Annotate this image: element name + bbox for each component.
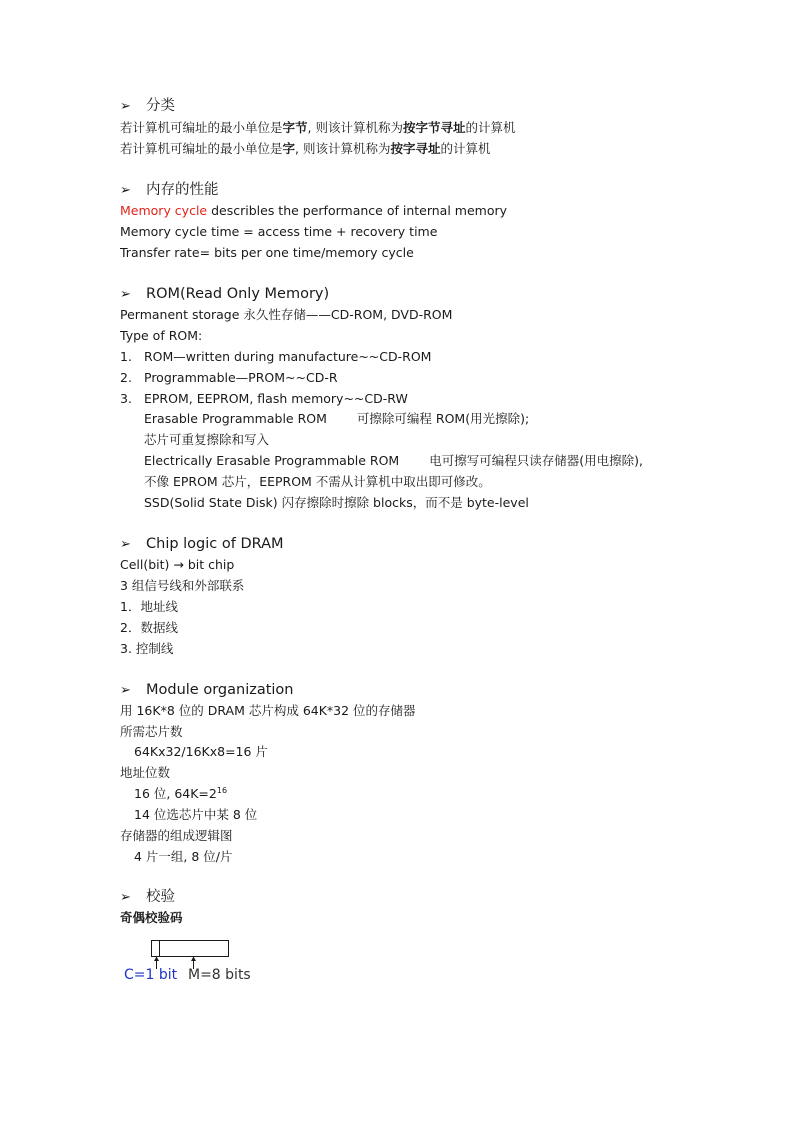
section-heading-module-organization: ➢ Module organization — [120, 680, 294, 701]
parity-code-subtitle: 奇偶校验码 — [120, 910, 183, 925]
paragraph-line: SSD(Solid State Disk) 闪存擦除时擦除 blocks，而不是 byte-level — [144, 495, 529, 510]
bullet-arrow-icon: ➢ — [120, 537, 131, 552]
paragraph-line: 芯片可重复擦除和写入 — [144, 432, 270, 447]
section-heading-chip-logic: ➢ Chip logic of DRAM — [120, 534, 284, 555]
arrow-head-icon — [154, 957, 159, 962]
list-item: 1．地址线 — [120, 599, 178, 614]
paragraph-line: 若计算机可编址的最小单位是字, 则该计算机称为按字寻址的计算机 — [120, 141, 491, 156]
paragraph-line: 14 位选芯片中某 8 位 — [134, 807, 258, 822]
section-heading-check: ➢ 校验 — [120, 887, 175, 908]
paragraph-line: 用 16K*8 位的 DRAM 芯片构成 64K*32 位的存储器 — [120, 703, 416, 718]
bullet-arrow-icon: ➢ — [120, 99, 131, 114]
bullet-arrow-icon: ➢ — [120, 287, 131, 302]
paragraph-line: 存储器的组成逻辑图 — [120, 828, 233, 843]
paragraph-line: 3 组信号线和外部联系 — [120, 578, 245, 593]
list-item: 1. ROM—written during manufacture~~CD-ROM — [120, 349, 432, 364]
list-item: 2. Programmable—PROM~~CD-R — [120, 370, 338, 385]
paragraph-line: 所需芯片数 — [120, 724, 183, 739]
paragraph-line: Memory cycle describles the performance of internal memory — [120, 203, 508, 218]
paragraph-line: 若计算机可编址的最小单位是字节, 则该计算机称为按字节寻址的计算机 — [120, 120, 516, 135]
paragraph-line: 64Kx32/16Kx8=16 片 — [134, 744, 268, 759]
paragraph-line: Transfer rate= bits per one time/memory cycle — [120, 245, 414, 260]
section-heading-rom: ➢ ROM(Read Only Memory) — [120, 284, 329, 305]
parity-bit-diagram — [120, 935, 280, 995]
list-item: 3. EPROM, EEPROM, flash memory~~CD-RW — [120, 391, 408, 406]
paragraph-line: Electrically Erasable Programmable ROM 电可擦写可编程只读存储器(用电擦除), — [144, 453, 643, 468]
paragraph-line: Type of ROM: — [120, 328, 203, 343]
paragraph-line: Permanent storage 永久性存储——CD-ROM, DVD-ROM — [120, 307, 453, 322]
arrow-head-icon — [191, 957, 196, 962]
bullet-arrow-icon: ➢ — [120, 183, 131, 198]
paragraph-line: Cell(bit) → bit chip — [120, 557, 235, 572]
highlight-term: Memory cycle — [120, 203, 208, 218]
paragraph-line: 地址位数 — [120, 765, 171, 780]
paragraph-line: 4 片一组, 8 位/片 — [134, 849, 233, 864]
section-heading-memory-performance: ➢ 内存的性能 — [120, 180, 219, 201]
paragraph-line: Memory cycle time = access time + recovery time — [120, 224, 438, 239]
check-bit-label: C=1 bit — [124, 967, 178, 983]
paragraph-line: 不像 EPROM 芯片，EEPROM 不需从计算机中取出即可修改。 — [144, 474, 491, 489]
paragraph-line: Erasable Programmable ROM 可擦除可编程 ROM(用光擦除); — [144, 411, 530, 426]
section-heading-classification: ➢ 分类 — [120, 96, 175, 117]
parity-diagram-svg — [120, 935, 280, 995]
list-item: 3. 控制线 — [120, 641, 174, 656]
data-bits-label: M=8 bits — [188, 967, 251, 983]
bullet-arrow-icon: ➢ — [120, 683, 131, 698]
paragraph-line: 16 位, $64K=2^{16}$ — [134, 785, 228, 801]
bullet-arrow-icon: ➢ — [120, 890, 131, 905]
data-word-box — [152, 941, 229, 957]
list-item: 2．数据线 — [120, 620, 178, 635]
